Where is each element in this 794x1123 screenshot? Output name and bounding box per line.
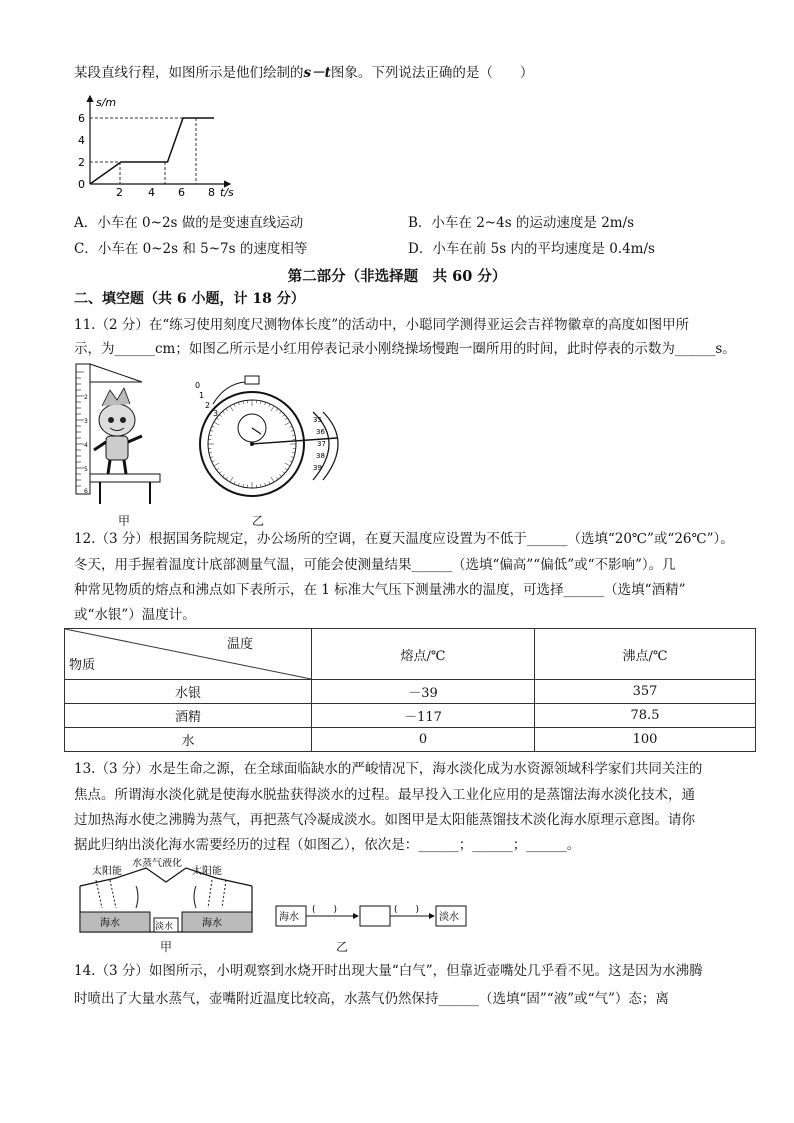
vertical-ruler (76, 364, 90, 494)
q12-line3: 种常见物质的熔点和沸点如下表所示，在 1 标准大气压下测量沸水的温度，可选择______（选填“酒精” (74, 582, 686, 598)
q12-line1: 12.（3 分）根据国务院规定，办公场所的空调，在夏天温度应设置为不低于______（选填“20℃”或“26℃”）。 (74, 531, 734, 547)
header-temperature: 温度 (226, 637, 253, 652)
table-header-row (65, 629, 756, 680)
mascot-head (99, 404, 135, 436)
watch-mark-1: 1 (199, 391, 205, 400)
q14-line1: 14.（3 分）如图所示，小明观察到水烧开时出现大量“白气”，但靠近壶嘴处几乎看不见。这是因为水沸腾 (74, 963, 703, 979)
solar-distillation-figure (76, 858, 256, 940)
q10-option-a: A．小车在 0~2s 做的是变速直线运动 (74, 215, 304, 231)
stopwatch-crown (245, 376, 259, 384)
x-tick-2: 2 (116, 186, 123, 199)
ruler-mark-2: 2 (84, 394, 88, 401)
q12-line2: 冬天，用手握着温度计底部测量气温，可能会使测量结果______（选填“偏高”“偏低”或“不影响”）。几 (74, 557, 676, 573)
q10-stem-text: 某段直线行程，如图所示是他们绘制的 (74, 65, 304, 81)
watch-mark-3: 3 (213, 409, 219, 418)
dial-mark-37: 37 (317, 440, 326, 448)
ruler-mark-5: 5 (84, 466, 88, 473)
watch-mark-0: 0 (195, 381, 201, 390)
ruler-mark-4: 4 (84, 442, 88, 449)
stopwatch-figure (195, 372, 345, 512)
stand-top (90, 474, 160, 482)
x-tick-6: 6 (178, 186, 185, 199)
st-line (90, 118, 214, 184)
cell-boil: 78.5 (535, 704, 756, 728)
q10-option-b: B．小车在 2~4s 的运动速度是 2m/s (408, 215, 635, 231)
watch-mark-2: 2 (205, 401, 211, 410)
table-row (65, 680, 756, 704)
dial-mark-38: 38 (316, 452, 325, 460)
y-tick-4: 4 (78, 134, 85, 147)
header-melting-point: 熔点/℃ (312, 629, 535, 680)
y-axis-label: s/m (96, 96, 117, 109)
x-axis-label: t/s (220, 186, 234, 199)
y-tick-6: 6 (78, 112, 85, 125)
label-sun-right: 太阳能 (192, 866, 222, 877)
dial-mark-39: 39 (313, 464, 322, 472)
flow-paren-1: ( ) (312, 905, 338, 915)
x-tick-4: 4 (148, 186, 155, 199)
section2-title: 二、填空题（共 6 小题，计 18 分） (74, 291, 305, 307)
cell-name: 水 (65, 728, 312, 752)
flow-end-label: 淡水 (439, 912, 459, 923)
q12-line4: 或“水银”）温度计。 (74, 607, 196, 623)
cell-melt: －117 (312, 704, 535, 728)
cell-name: 水银 (65, 680, 312, 704)
vapor-curves (136, 886, 196, 908)
flow-box-middle (360, 906, 390, 926)
label-vapor: 水蒸气液化 (132, 858, 182, 869)
table-header-corner (65, 629, 312, 680)
q11-line1: 11.（2 分）在“练习使用刻度尺测物体长度”的活动中，小聪同学测得亚运会吉祥物徽章的高度如图甲所 (74, 317, 690, 333)
q10-option-c: C．小车在 0~2s 和 5~7s 的速度相等 (74, 241, 308, 257)
y-tick-0: 0 (78, 178, 85, 191)
fig-b-caption: 乙 (252, 514, 265, 528)
cell-melt: 0 (312, 728, 535, 752)
q13-line2: 焦点。所谓海水淡化就是使海水脱盐获得淡水的过程。最早投入工业化应用的是蒸馏法海水淡化技术，通 (74, 787, 695, 803)
melting-boiling-table (64, 628, 756, 752)
label-fresh: 淡水 (155, 922, 174, 932)
dial-mark-36: 36 (316, 428, 325, 436)
fig-a-caption: 甲 (118, 514, 131, 528)
fig13-b-caption: 乙 (336, 940, 349, 954)
mascot-crest (102, 388, 130, 406)
q14-line2: 时喷出了大量水蒸气，壶嘴附近温度比较高，水蒸气仍然保持______（选填“固”“液”或“气”）态；离 (74, 991, 669, 1007)
q10-option-d: D．小车在前 5s 内的平均速度是 0.4m/s (408, 241, 655, 257)
label-sun-left: 太阳能 (92, 866, 122, 877)
ruler-mark-3: 3 (84, 418, 88, 425)
header-diagonal (65, 629, 311, 679)
dial-mark-35: 35 (313, 416, 322, 424)
mascot-eye-left (108, 417, 114, 423)
q11-line2: 示，为______cm；如图乙所示是小红用停表记录小刚绕操场慢跑一圈所用的时间，此时停表的示数为______s。 (74, 341, 736, 357)
mascot-eye-right (120, 417, 126, 423)
sun-rays (96, 880, 226, 908)
cell-melt: －39 (312, 680, 535, 704)
process-flow-figure (272, 898, 472, 938)
q13-line1: 13.（3 分）水是生命之源，在全球面临缺水的严峻情况下，海水淡化成为水资源领域科学家们共同关注的 (74, 761, 703, 777)
hand-pivot (250, 442, 254, 446)
q13-line4: 据此归纳出淡化海水需要经历的过程（如图乙），依次是：______；______；______。 (74, 837, 581, 853)
header-substance: 物质 (69, 658, 96, 673)
table-row (65, 728, 756, 752)
fig13-a-caption: 甲 (160, 940, 173, 954)
label-sea-right: 海水 (202, 918, 222, 929)
set-square (90, 364, 142, 382)
y-tick-2: 2 (78, 156, 85, 169)
st-graph (70, 92, 260, 202)
q10-stem-end: 图象。下列说法正确的是（ ） (330, 65, 534, 81)
table-row (65, 704, 756, 728)
header-boiling-point: 沸点/℃ (535, 629, 756, 680)
flow-start-label: 海水 (279, 912, 299, 923)
flow-paren-2: ( ) (394, 905, 420, 915)
ruler-mark-6: 6 (84, 488, 88, 495)
q10-stem (74, 64, 533, 82)
mascot-legs (108, 460, 126, 474)
label-sea-left: 海水 (100, 918, 120, 929)
cell-boil: 100 (535, 728, 756, 752)
q10-stem-variable: s－t (303, 65, 331, 81)
ruler-figure (72, 362, 172, 512)
mascot-body (106, 436, 128, 460)
part2-title: 第二部分（非选择题 共 60 分） (287, 268, 507, 285)
cell-boil: 357 (535, 680, 756, 704)
x-tick-8: 8 (208, 186, 215, 199)
cell-name: 酒精 (65, 704, 312, 728)
q13-line3: 过加热海水使之沸腾为蒸气，再把蒸气冷凝成淡水。如图甲是太阳能蒸馏技术淡化海水原理示意图。请你 (74, 812, 695, 828)
